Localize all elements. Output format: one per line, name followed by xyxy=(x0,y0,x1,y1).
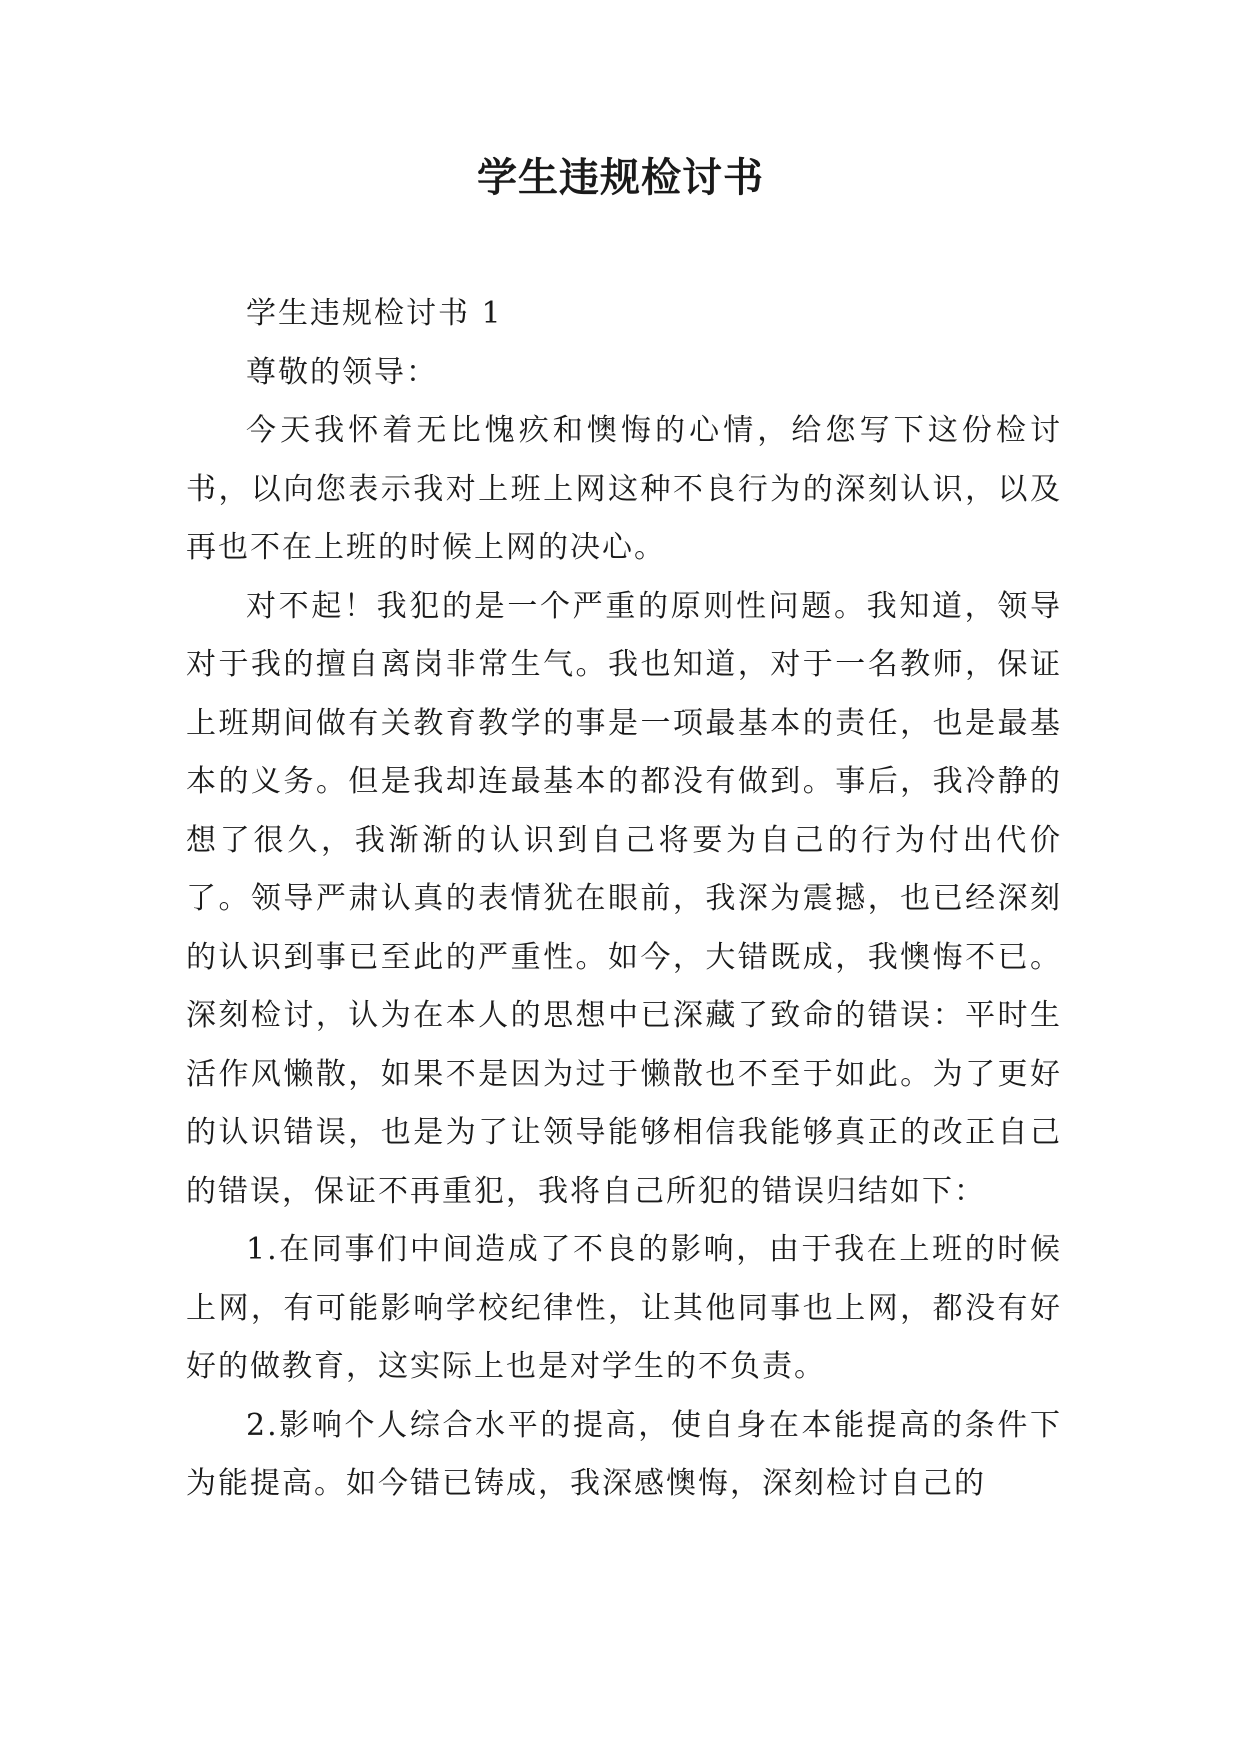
list-item: 2.影响个人综合水平的提高，使自身在本能提高的条件下为能提高。如今错已铸成，我深感懊悔，深刻检讨自己的 xyxy=(186,1407,1062,1501)
salutation: 尊敬的领导： xyxy=(246,354,438,390)
document-title: 学生违规检讨书 xyxy=(477,155,764,201)
list-item: 1.在同事们中间造成了不良的影响，由于我在上班的时候上网，有可能影响学校纪律性，让其他同事也上网，都没有好好的做教育，这实际上也是对学生的不负责。 xyxy=(186,1232,1062,1384)
paragraph: 对不起！我犯的是一个严重的原则性问题。我知道，领导对于我的擅自离岗非常生气。我也知道，对于一名教师，保证上班期间做有关教育教学的事是一项最基本的责任，也是最基本的义务。但是我却连最基本的都没有做到。事后，我冷静的想了很久，我渐渐的认识到自己将要为自己的行为付出代价了。领导严肃认真的表情犹在眼前，我深为震撼，也已经深刻的认识到事已至此的严重性。如今，大错既成，我懊悔不已。深刻检讨，认为在本人的思想中已深藏了致命的错误：平时生活作风懒散，如果不是因为过于懒散也不至于如此。为了更好的认识错误，也是为了让领导能够相信我能够真正的改正自己的错误，保证不再重犯，我将自己所犯的错误归结如下： xyxy=(186,588,1062,1209)
section-heading: 学生违规检讨书 1 xyxy=(246,296,503,331)
paragraph: 今天我怀着无比愧疚和懊悔的心情，给您写下这份检讨书，以向您表示我对上班上网这种不良行为的深刻认识，以及再也不在上班的时候上网的决心。 xyxy=(186,413,1062,565)
document-body xyxy=(186,285,1062,1514)
